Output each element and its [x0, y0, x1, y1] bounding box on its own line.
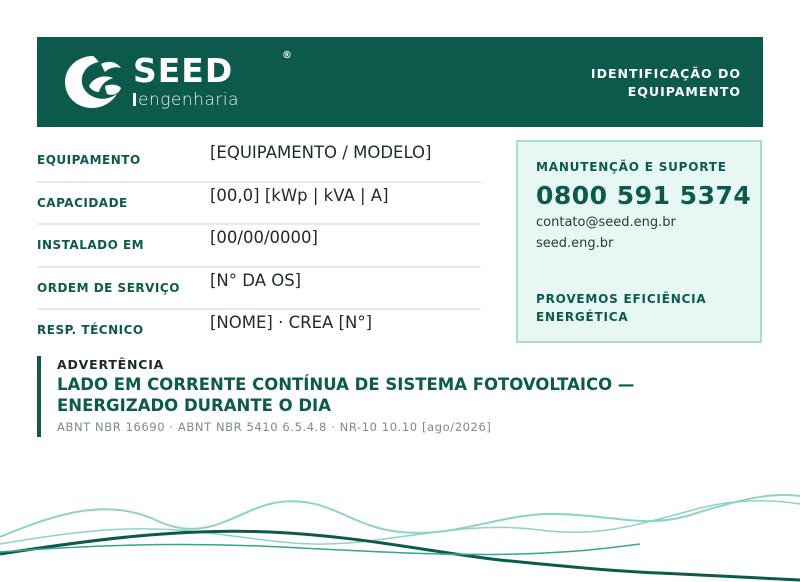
brand-name: SEED	[133, 51, 234, 90]
spec-row-ordem-servico	[37, 268, 481, 311]
spec-row-instalado	[37, 225, 481, 268]
registered-mark: ®	[282, 50, 292, 61]
spec-label: INSTALADO EM	[37, 238, 145, 252]
warning-block	[37, 356, 737, 437]
spec-label: CAPACIDADE	[37, 195, 128, 210]
warning-label: ADVERTÊNCIA	[57, 357, 165, 372]
spec-row-equipamento	[37, 140, 481, 183]
decorative-waves	[0, 482, 800, 582]
spec-value: [N° DA OS]	[210, 270, 302, 290]
spec-value: [NOME] · CREA [N°]	[210, 313, 373, 332]
spec-value: [00,0] [kWp | kVA | A]	[210, 185, 389, 205]
spec-row-capacidade	[37, 183, 481, 226]
spec-label: ORDEM DE SERVIÇO	[37, 280, 180, 295]
support-title: MANUTENÇÃO E SUPORTE	[536, 160, 727, 174]
warning-text-line2: ENERGIZADO DURANTE O DIA	[57, 396, 331, 415]
spec-label: EQUIPAMENTO	[37, 153, 141, 167]
support-tagline: PROVEMOS EFICIÊNCIA ENERGÉTICA	[536, 292, 707, 324]
spec-row-resp-tecnico	[37, 310, 481, 351]
brand-logotype	[133, 50, 292, 110]
header-title	[591, 65, 741, 101]
header-title-line2: EQUIPAMENTO	[627, 84, 741, 99]
support-phone: 0800 591 5374	[536, 181, 752, 210]
support-website: seed.eng.br	[536, 236, 614, 251]
header-banner	[37, 37, 763, 127]
warning-text-line1: LADO EM CORRENTE CONTÍNUA DE SISTEMA FOTOVOLTAICO —	[57, 375, 635, 394]
support-email: contato@seed.eng.br	[536, 215, 676, 230]
brand-bar-mark	[133, 93, 136, 106]
spec-label: RESP. TÉCNICO	[37, 323, 144, 337]
header-title-line1: IDENTIFICAÇÃO DO	[590, 66, 741, 81]
brand-subtitle-text: engenharia	[138, 90, 239, 110]
brand-subtitle	[133, 91, 239, 109]
spec-table	[37, 140, 481, 351]
support-box	[516, 140, 762, 343]
warning-norms: ABNT NBR 16690 · ABNT NBR 5410 6.5.4.8 · NR-10 10.10 [ago/2026]	[57, 420, 492, 434]
spec-value: [EQUIPAMENTO / MODELO]	[210, 143, 432, 162]
seed-logo-icon	[59, 50, 127, 112]
spec-value: [00/00/0000]	[210, 228, 318, 247]
